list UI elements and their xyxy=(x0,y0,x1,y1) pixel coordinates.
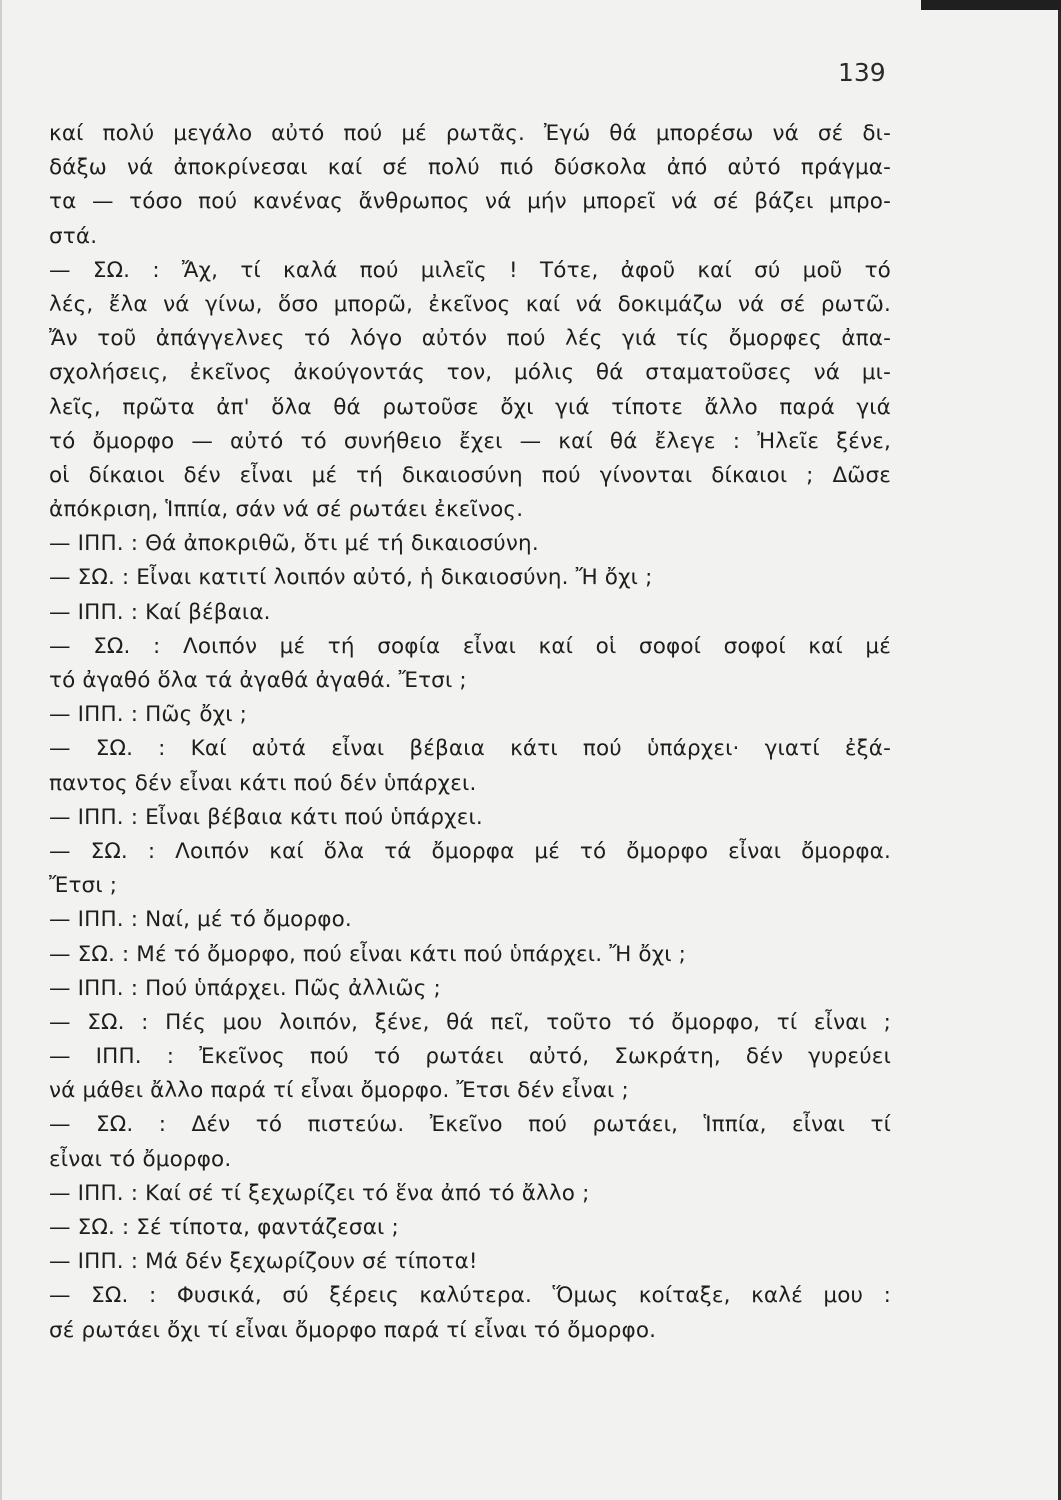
text-line: παντος δέν εἶναι κάτι πού δέν ὑπάρχει. xyxy=(49,770,477,796)
text-line: — ΣΩ. : Λοιπόν μέ τή σοφία εἶναι καί οἱ σοφοί σοφοί καί μέ xyxy=(49,633,891,659)
text-line: σέ ρωτάει ὄχι τί εἶναι ὄμορφο παρά τί εἶναι τό ὄμορφο. xyxy=(49,1317,657,1343)
text-line: δάξω νά ἀποκρίνεσαι καί σέ πολύ πιό δύσκολα ἀπό αὐτό πράγμα- xyxy=(49,155,891,181)
page-number: 139 xyxy=(838,58,886,87)
text-line: λεῖς, πρῶτα ἀπ' ὅλα θά ρωτοῦσε ὄχι γιά τίποτε ἄλλο παρά γιά xyxy=(49,394,891,420)
text-line: — ΣΩ. : Σέ τίποτα, φαντάζεσαι ; xyxy=(49,1215,399,1240)
text-line: — ΣΩ. : Καί αὐτά εἶναι βέβαια κάτι πού ὑπάρχει· γιατί ἐξά- xyxy=(49,736,891,762)
text-line: σχολήσεις, ἐκεῖνος ἀκούγοντάς τον, μόλις θά σταματοῦσες νά μι- xyxy=(49,360,891,386)
text-line: Ἔτσι ; xyxy=(49,873,118,899)
text-line: — ΣΩ. : Δέν τό πιστεύω. Ἐκεῖνο πού ρωτάει, Ἱππία, εἶναι τί xyxy=(49,1112,891,1138)
text-line: — ΣΩ. : Φυσικά, σύ ξέρεις καλύτερα. Ὅμως κοίταξε, καλέ μου : xyxy=(49,1283,891,1309)
text-line: — ΣΩ. : Πές μου λοιπόν, ξένε, θά πεῖ, τοῦτο τό ὄμορφο, τί εἶναι ; xyxy=(49,1009,891,1035)
text-line: τό ὄμορφο — αὐτό τό συνήθειο ἔχει — καί θά ἔλεγε : Ἠλεῖε ξένε, xyxy=(49,428,891,454)
text-line: — ΣΩ. : Ἄχ, τί καλά πού μιλεῖς ! Τότε, ἀφοῦ καί σύ μοῦ τό xyxy=(49,257,891,283)
text-line: — ΙΠΠ. : Θά ἀποκριθῶ, ὅτι μέ τή δικαιοσύνη. xyxy=(49,531,539,557)
text-line: νά μάθει ἄλλο παρά τί εἶναι ὄμορφο. Ἔτσι δέν εἶναι ; xyxy=(49,1078,629,1104)
text-line: — ΙΠΠ. : Καί βέβαια. xyxy=(49,599,271,625)
text-line: στά. xyxy=(49,223,98,249)
text-line: ἀπόκριση, Ἱππία, σάν νά σέ ρωτάει ἐκεῖνος. xyxy=(49,497,524,523)
text-line: — ΙΠΠ. : Πῶς ὄχι ; xyxy=(49,702,248,728)
text-line: — ΙΠΠ. : Εἶναι βέβαια κάτι πού ὑπάρχει. xyxy=(49,804,483,830)
scan-top-bar xyxy=(921,0,1061,10)
text-line: καί πολύ μεγάλο αὐτό πού μέ ρωτᾶς. Ἐγώ θά μπορέσω νά σέ δι- xyxy=(49,121,891,146)
text-line: — ΙΠΠ. : Ἐκεῖνος πού τό ρωτάει αὐτό, Σωκράτη, δέν γυρεύει xyxy=(49,1044,891,1070)
text-line: τα — τόσο πού κανένας ἄνθρωπος νά μήν μπορεῖ νά σέ βάζει μπρο- xyxy=(49,189,891,215)
text-line: οἱ δίκαιοι δέν εἶναι μέ τή δικαιοσύνη πού γίνονται δίκαιοι ; Δῶσε xyxy=(49,462,891,488)
text-line: — ΙΠΠ. : Καί σέ τί ξεχωρίζει τό ἕνα ἀπό τό ἄλλο ; xyxy=(49,1180,590,1206)
text-line: — ΙΠΠ. : Μά δέν ξεχωρίζουν σέ τίποτα! xyxy=(49,1249,478,1275)
text-line: — ΣΩ. : Λοιπόν καί ὅλα τά ὄμορφα μέ τό ὄμορφο εἶναι ὄμορφα. xyxy=(49,838,891,864)
text-line: εἶναι τό ὄμορφο. xyxy=(49,1146,232,1172)
body-text xyxy=(49,117,891,1348)
text-line: — ΙΠΠ. : Ναί, μέ τό ὄμορφο. xyxy=(49,907,352,933)
text-line: λές, ἔλα νά γίνω, ὅσο μπορῶ, ἐκεῖνος καί νά δοκιμάζω νά σέ ρωτῶ. xyxy=(49,291,891,317)
text-line: — ΙΠΠ. : Πού ὑπάρχει. Πῶς ἀλλιῶς ; xyxy=(49,975,441,1001)
text-line: τό ἀγαθό ὅλα τά ἀγαθά ἀγαθά. Ἔτσι ; xyxy=(49,668,467,693)
text-line: Ἄν τοῦ ἀπάγγελνες τό λόγο αὐτόν πού λές γιά τίς ὄμορφες ἀπα- xyxy=(49,326,891,352)
text-line: — ΣΩ. : Εἶναι κατιτί λοιπόν αὐτό, ἡ δικαιοσύνη. Ἤ ὄχι ; xyxy=(49,565,653,591)
text-line: — ΣΩ. : Μέ τό ὄμορφο, πού εἶναι κάτι πού ὑπάρχει. Ἤ ὄχι ; xyxy=(49,941,687,967)
